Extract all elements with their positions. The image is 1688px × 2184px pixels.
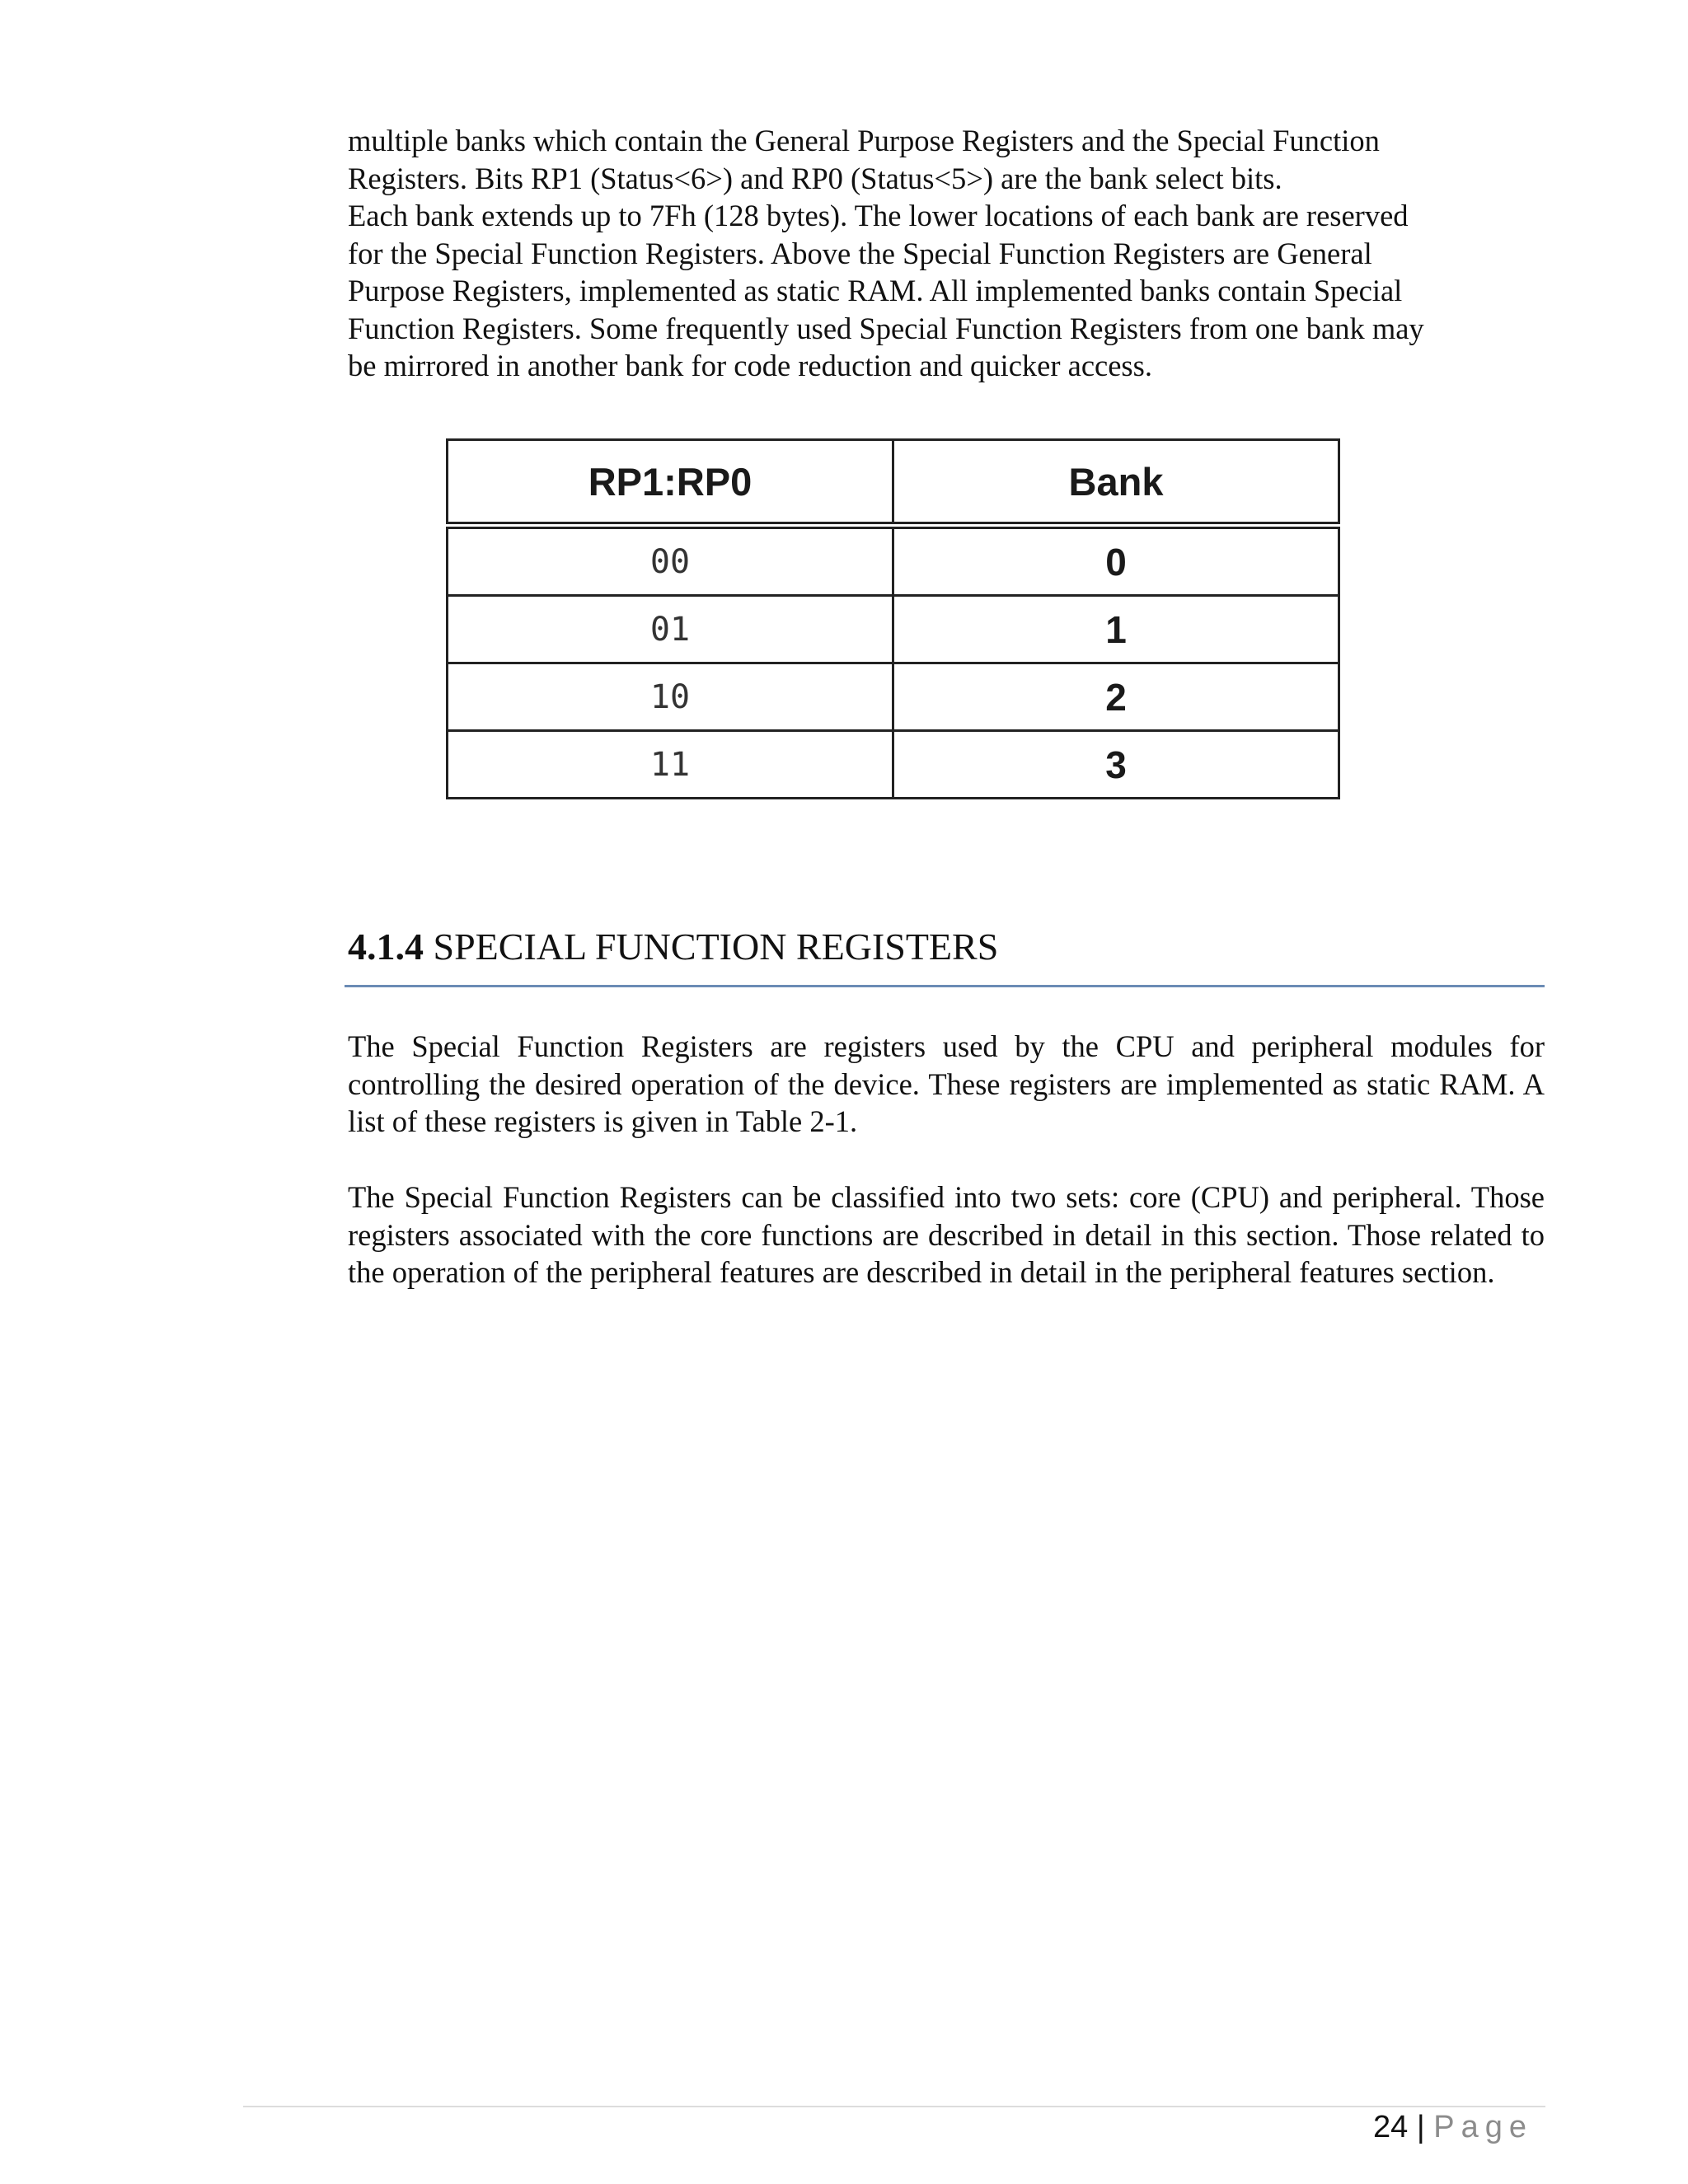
bits-cell: 10 [448,663,893,731]
bits-cell: 01 [448,596,893,663]
table-row [448,663,1339,731]
table-row [448,731,1339,799]
footer-divider [243,2106,1545,2107]
bank-cell: 3 [893,731,1339,799]
table-row [448,596,1339,663]
page-label: Page [1433,2110,1533,2144]
body-paragraph [348,1028,1545,1141]
intro-line: Each bank extends up to 7Fh (128 bytes). The lower locations of each bank are reserved [348,199,1409,232]
section-title: SPECIAL FUNCTION REGISTERS [433,926,999,968]
intro-line: be mirrored in another bank for code reduction and quicker access. [348,349,1152,382]
bank-select-table [446,438,1340,799]
bank-cell: 0 [893,526,1339,596]
footer-separator: | [1416,2110,1425,2144]
page-number: 24 [1372,2110,1409,2144]
bits-cell: 11 [448,731,893,799]
intro-line: Registers. Bits RP1 (Status<6>) and RP0 (Status<5>) are the bank select bits. [348,161,1282,195]
column-header-bank: Bank [893,440,1339,526]
section-heading [348,925,998,968]
intro-line: for the Special Function Registers. Above the Special Function Registers are General [348,236,1372,270]
column-header-rp1-rp0: RP1:RP0 [448,440,893,526]
page-footer [1373,2110,1533,2145]
intro-line: Function Registers. Some frequently used Special Function Registers from one bank may [348,311,1424,345]
table-header-row [448,440,1339,526]
intro-paragraph [348,122,1545,385]
bank-cell: 2 [893,663,1339,731]
table-row [448,526,1339,596]
body-paragraph [348,1179,1545,1291]
heading-divider [345,985,1545,987]
intro-line: multiple banks which contain the General Purpose Registers and the Special Function [348,124,1380,157]
intro-line: Purpose Registers, implemented as static RAM. All implemented banks contain Special [348,274,1403,307]
section-number: 4.1.4 [348,926,424,968]
paragraph-text: The Special Function Registers can be classified into two sets: core (CPU) and peripheral. Those registers associated with the core functions are described in detail in this section. Those related to the operation of the peripheral features are described in detail in the peripheral features section. [348,1180,1545,1289]
bits-cell: 00 [448,526,893,596]
paragraph-text: The Special Function Registers are registers used by the CPU and peripheral modules for controlling the desired operation of the device. These registers are implemented as static RAM. A list of these registers is given in Table 2-1. [348,1029,1545,1138]
bank-cell: 1 [893,596,1339,663]
